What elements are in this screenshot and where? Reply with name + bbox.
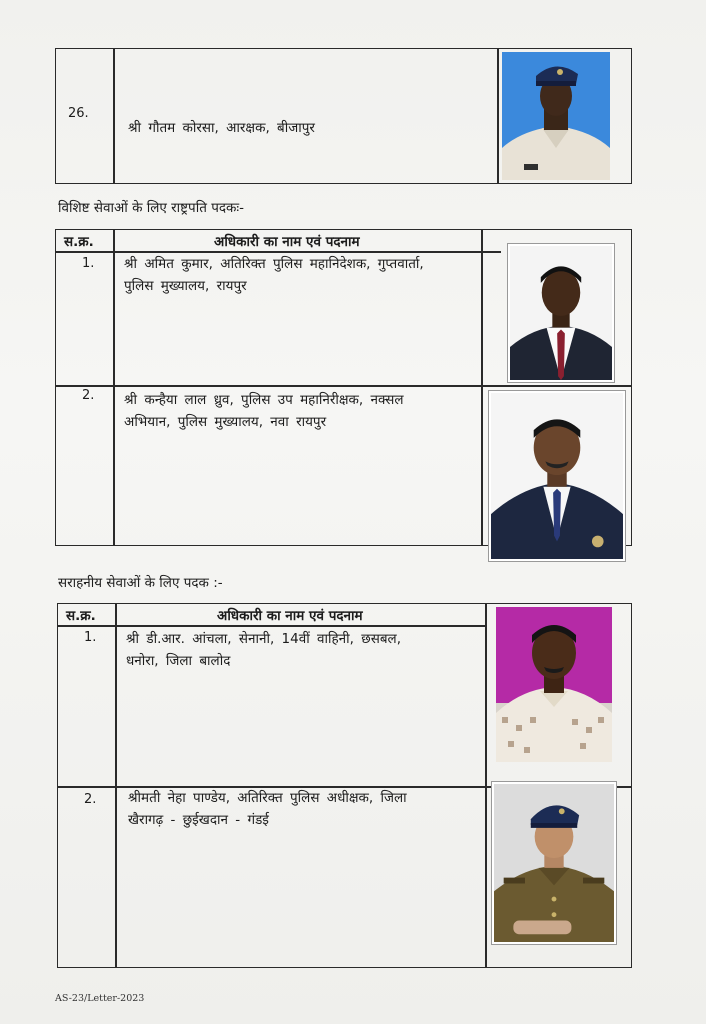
row-serial: 2. — [82, 388, 95, 403]
photo-neha-pandey — [492, 782, 616, 944]
row-name: श्री गौतम कोरसा, आरक्षक, बीजापुर — [128, 120, 315, 136]
row-name-line1: श्रीमती नेहा पाण्डेय, अतिरिक्त पुलिस अधीक्षक, जिला — [128, 790, 407, 806]
row-name-line1: श्री अमित कुमार, अतिरिक्त पुलिस महानिदेशक, गुप्तवार्ता, — [124, 256, 424, 272]
header-name: अधिकारी का नाम एवं पदनाम — [214, 234, 360, 250]
photo-gautam-korsa — [502, 52, 610, 180]
section-title-meritorious: सराहनीय सेवाओं के लिए पदक :- — [58, 575, 223, 591]
row-name-line2: अभियान, पुलिस मुख्यालय, नवा रायपुर — [124, 414, 327, 430]
row-serial: 26. — [68, 106, 89, 121]
row-name-line1: श्री डी.आर. आंचला, सेनानी, 14वीं वाहिनी, छसबल, — [126, 631, 401, 647]
row-serial: 2. — [84, 792, 97, 807]
row-name-line1: श्री कन्हैया लाल ध्रुव, पुलिस उप महानिरीक्षक, नक्सल — [124, 392, 404, 408]
photo-amit-kumar — [508, 244, 614, 382]
row-name-line2: पुलिस मुख्यालय, रायपुर — [124, 278, 247, 294]
row-serial: 1. — [84, 630, 97, 645]
row-name-line2: खैरागढ़ - छुईखदान - गंडई — [128, 812, 269, 828]
photo-kanhaiya-lal-dhruv — [489, 391, 625, 561]
header-serial: स.क्र. — [64, 234, 94, 250]
photo-dr-anchla — [496, 607, 612, 762]
footer-reference: AS-23/Letter-2023 — [55, 993, 145, 1004]
row-name-line2: धनोरा, जिला बालोद — [126, 653, 231, 669]
header-name: अधिकारी का नाम एवं पदनाम — [217, 608, 363, 624]
section-title-distinguished: विशिष्ट सेवाओं के लिए राष्ट्रपति पदकः- — [58, 200, 244, 216]
row-serial: 1. — [82, 256, 95, 271]
header-serial: स.क्र. — [66, 608, 96, 624]
